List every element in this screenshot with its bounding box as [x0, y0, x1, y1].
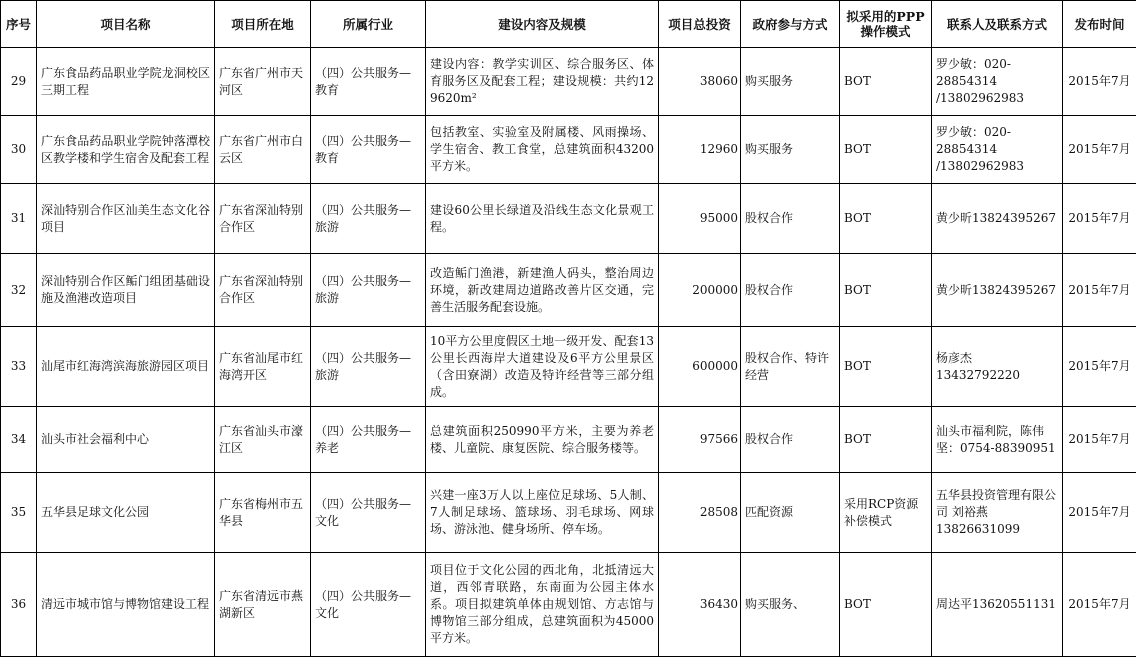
cell-date: [1063, 473, 1136, 553]
cell-scope: [426, 327, 659, 407]
cell-scope: [426, 553, 659, 657]
cell-seq-text: 33: [5, 358, 32, 375]
cell-date-text: 2015年7月: [1065, 282, 1134, 299]
header-industry: 所属行业: [311, 1, 426, 48]
cell-location: [215, 48, 311, 116]
header-date: 发布时间: [1063, 1, 1136, 48]
cell-location: [215, 184, 311, 254]
cell-ppp-mode-text: 采用RCP资源补偿模式: [844, 496, 927, 530]
cell-ppp-mode-text: BOT: [844, 358, 927, 375]
cell-date: [1063, 553, 1136, 657]
cell-investment: [659, 48, 741, 116]
cell-seq: [1, 254, 37, 327]
cell-name-text: 广东食品药品职业学院龙洞校区三期工程: [41, 65, 210, 99]
cell-gov-mode: [741, 48, 840, 116]
table-row: [1, 184, 1136, 254]
cell-investment-text: 200000: [663, 282, 738, 299]
cell-seq-text: 29: [5, 73, 32, 90]
cell-investment-text: 95000: [663, 210, 738, 227]
cell-scope-text: 建设60公里长绿道及沿线生态文化景观工程。: [430, 202, 654, 236]
cell-scope-text: 改造鲘门渔港，新建渔人码头，整治周边环境，新改建周边道路改善片区交通，完善生活服务配套设施。: [430, 265, 654, 316]
cell-industry-text: （四）公共服务—养老: [315, 423, 421, 457]
table-row: [1, 473, 1136, 553]
cell-contact-text: 罗少敏：020- 28854314 /13802962983: [936, 124, 1058, 175]
header-seq: 序号: [1, 1, 37, 48]
cell-gov-mode-text: 购买服务: [745, 141, 835, 158]
cell-location-text: 广东省汕尾市红海湾开区: [219, 350, 306, 384]
cell-investment: [659, 327, 741, 407]
cell-ppp-mode-text: BOT: [844, 596, 927, 613]
cell-location-text: 广东省清远市燕湖新区: [219, 588, 306, 622]
cell-investment-text: 38060: [663, 73, 738, 90]
cell-contact: [932, 184, 1063, 254]
cell-contact-text: 罗少敏：020- 28854314 /13802962983: [936, 56, 1058, 107]
cell-location-text: 广东省广州市白云区: [219, 133, 306, 167]
table-row: [1, 254, 1136, 327]
cell-name-text: 深汕特别合作区汕美生态文化谷项目: [41, 202, 210, 236]
cell-seq-text: 36: [5, 596, 32, 613]
cell-seq-text: 35: [5, 504, 32, 521]
header-scope: 建设内容及规模: [426, 1, 659, 48]
cell-industry-text: （四）公共服务—教育: [315, 65, 421, 99]
cell-date: [1063, 116, 1136, 184]
cell-investment-text: 97566: [663, 431, 738, 448]
cell-scope-text: 建设内容：教学实训区、综合服务区、体育服务区及配套工程；建设规模：共约129620m²: [430, 56, 654, 107]
cell-name-text: 广东食品药品职业学院钟落潭校区教学楼和学生宿舍及配套工程: [41, 133, 210, 167]
cell-industry: [311, 473, 426, 553]
cell-date: [1063, 327, 1136, 407]
cell-contact-text: 周达平13620551131: [936, 596, 1058, 613]
cell-industry: [311, 116, 426, 184]
cell-gov-mode: [741, 184, 840, 254]
cell-ppp-mode: [840, 184, 932, 254]
cell-investment: [659, 473, 741, 553]
cell-gov-mode: [741, 473, 840, 553]
cell-location-text: 广东省广州市天河区: [219, 65, 306, 99]
cell-location: [215, 407, 311, 473]
cell-scope: [426, 254, 659, 327]
cell-investment-text: 28508: [663, 504, 738, 521]
cell-investment-text: 12960: [663, 141, 738, 158]
cell-location: [215, 327, 311, 407]
cell-scope: [426, 116, 659, 184]
cell-seq-text: 30: [5, 141, 32, 158]
cell-name: [37, 116, 215, 184]
cell-date-text: 2015年7月: [1065, 73, 1134, 90]
cell-industry-text: （四）公共服务—旅游: [315, 273, 421, 307]
cell-seq: [1, 116, 37, 184]
cell-location: [215, 473, 311, 553]
cell-ppp-mode: [840, 116, 932, 184]
cell-scope-text: 项目位于文化公园的西北角，北抵清远大道，西邻青联路，东南面为公园主体水系。项目拟建筑单体由规划馆、方志馆与博物馆三部分组成，总建筑面积为45000平方米。: [430, 562, 654, 647]
cell-contact: [932, 48, 1063, 116]
cell-gov-mode-text: 股权合作: [745, 431, 835, 448]
cell-location-text: 广东省深汕特别合作区: [219, 273, 306, 307]
cell-location: [215, 553, 311, 657]
cell-name: [37, 407, 215, 473]
cell-seq-text: 32: [5, 282, 32, 299]
cell-ppp-mode: [840, 473, 932, 553]
cell-ppp-mode: [840, 407, 932, 473]
cell-location: [215, 116, 311, 184]
cell-industry: [311, 184, 426, 254]
cell-location-text: 广东省梅州市五华县: [219, 496, 306, 530]
cell-gov-mode: [741, 407, 840, 473]
cell-scope: [426, 407, 659, 473]
cell-seq-text: 34: [5, 431, 32, 448]
cell-gov-mode: [741, 116, 840, 184]
table-row: [1, 48, 1136, 116]
cell-seq: [1, 184, 37, 254]
cell-seq: [1, 407, 37, 473]
cell-name-text: 清远市城市馆与博物馆建设工程: [41, 596, 210, 613]
cell-gov-mode-text: 股权合作: [745, 210, 835, 227]
cell-date: [1063, 184, 1136, 254]
cell-ppp-mode-text: BOT: [844, 431, 927, 448]
cell-location-text: 广东省汕头市濠江区: [219, 423, 306, 457]
header-location: 项目所在地: [215, 1, 311, 48]
cell-industry-text: （四）公共服务—教育: [315, 133, 421, 167]
cell-seq: [1, 473, 37, 553]
cell-date-text: 2015年7月: [1065, 358, 1134, 375]
cell-gov-mode-text: 股权合作: [745, 282, 835, 299]
cell-investment: [659, 254, 741, 327]
cell-date: [1063, 407, 1136, 473]
cell-seq: [1, 48, 37, 116]
cell-ppp-mode-text: BOT: [844, 73, 927, 90]
cell-name-text: 五华县足球文化公园: [41, 504, 210, 521]
cell-gov-mode-text: 购买服务: [745, 73, 835, 90]
cell-name: [37, 473, 215, 553]
cell-date-text: 2015年7月: [1065, 596, 1134, 613]
cell-name: [37, 184, 215, 254]
header-investment: 项目总投资: [659, 1, 741, 48]
table-row: [1, 407, 1136, 473]
cell-date: [1063, 48, 1136, 116]
cell-industry: [311, 407, 426, 473]
cell-investment: [659, 116, 741, 184]
cell-contact: [932, 553, 1063, 657]
cell-date-text: 2015年7月: [1065, 210, 1134, 227]
cell-contact-text: 五华县投资管理有限公司 刘裕燕 13826631099: [936, 487, 1058, 538]
cell-industry: [311, 327, 426, 407]
cell-seq: [1, 327, 37, 407]
cell-ppp-mode-text: BOT: [844, 210, 927, 227]
cell-contact: [932, 254, 1063, 327]
cell-seq-text: 31: [5, 210, 32, 227]
cell-name: [37, 254, 215, 327]
cell-scope: [426, 184, 659, 254]
cell-contact-text: 汕头市福利院，陈伟坚：0754-88390951: [936, 423, 1058, 457]
cell-industry-text: （四）公共服务—文化: [315, 496, 421, 530]
cell-industry: [311, 553, 426, 657]
cell-contact-text: 杨彦杰 13432792220: [936, 350, 1058, 384]
table-row: [1, 327, 1136, 407]
header-name: 项目名称: [37, 1, 215, 48]
cell-contact: [932, 327, 1063, 407]
cell-scope-text: 兴建一座3万人以上座位足球场、5人制、7人制足球场、篮球场、羽毛球场、网球场、游泳池、健身场所、停车场。: [430, 487, 654, 538]
cell-contact: [932, 407, 1063, 473]
cell-industry: [311, 254, 426, 327]
cell-name-text: 汕头市社会福利中心: [41, 431, 210, 448]
cell-gov-mode-text: 股权合作、特许经营: [745, 350, 835, 384]
header-row: [1, 1, 1136, 48]
cell-gov-mode: [741, 553, 840, 657]
cell-scope: [426, 473, 659, 553]
header-gov-mode: 政府参与方式: [741, 1, 840, 48]
cell-gov-mode: [741, 327, 840, 407]
cell-gov-mode: [741, 254, 840, 327]
cell-ppp-mode: [840, 553, 932, 657]
cell-ppp-mode: [840, 327, 932, 407]
cell-contact: [932, 116, 1063, 184]
cell-name: [37, 553, 215, 657]
cell-scope-text: 10平方公里度假区土地一级开发、配套13公里长西海岸大道建设及6平方公里景区（含田寮湖）改造及特许经营等三部分组成。: [430, 333, 654, 401]
cell-seq: [1, 553, 37, 657]
cell-ppp-mode-text: BOT: [844, 141, 927, 158]
cell-ppp-mode: [840, 254, 932, 327]
cell-name: [37, 327, 215, 407]
cell-investment-text: 600000: [663, 358, 738, 375]
cell-name-text: 深汕特别合作区鲘门组团基础设施及渔港改造项目: [41, 273, 210, 307]
cell-ppp-mode: [840, 48, 932, 116]
cell-ppp-mode-text: BOT: [844, 282, 927, 299]
cell-industry-text: （四）公共服务—旅游: [315, 202, 421, 236]
cell-investment: [659, 184, 741, 254]
cell-contact-text: 黄少昕13824395267: [936, 282, 1058, 299]
cell-gov-mode-text: 匹配资源: [745, 504, 835, 521]
cell-contact-text: 黄少昕13824395267: [936, 210, 1058, 227]
cell-industry-text: （四）公共服务—文化: [315, 588, 421, 622]
table-row: [1, 116, 1136, 184]
cell-location-text: 广东省深汕特别合作区: [219, 202, 306, 236]
cell-date: [1063, 254, 1136, 327]
cell-scope-text: 包括教室、实验室及附属楼、风雨操场、学生宿舍、教工食堂，总建筑面积43200平方米。: [430, 124, 654, 175]
cell-name: [37, 48, 215, 116]
cell-scope-text: 总建筑面积250990平方米，主要为养老楼、儿童院、康复医院、综合服务楼等。: [430, 423, 654, 457]
cell-contact: [932, 473, 1063, 553]
cell-investment-text: 36430: [663, 596, 738, 613]
cell-date-text: 2015年7月: [1065, 141, 1134, 158]
cell-name-text: 汕尾市红海湾滨海旅游园区项目: [41, 358, 210, 375]
cell-investment: [659, 407, 741, 473]
cell-scope: [426, 48, 659, 116]
header-contact: 联系人及联系方式: [932, 1, 1063, 48]
cell-date-text: 2015年7月: [1065, 431, 1134, 448]
header-ppp-mode: 拟采用的PPP 操作模式: [840, 1, 932, 48]
cell-location: [215, 254, 311, 327]
cell-industry-text: （四）公共服务—旅游: [315, 350, 421, 384]
cell-date-text: 2015年7月: [1065, 504, 1134, 521]
cell-industry: [311, 48, 426, 116]
cell-gov-mode-text: 购买服务、: [745, 596, 835, 613]
table-row: [1, 553, 1136, 657]
cell-investment: [659, 553, 741, 657]
